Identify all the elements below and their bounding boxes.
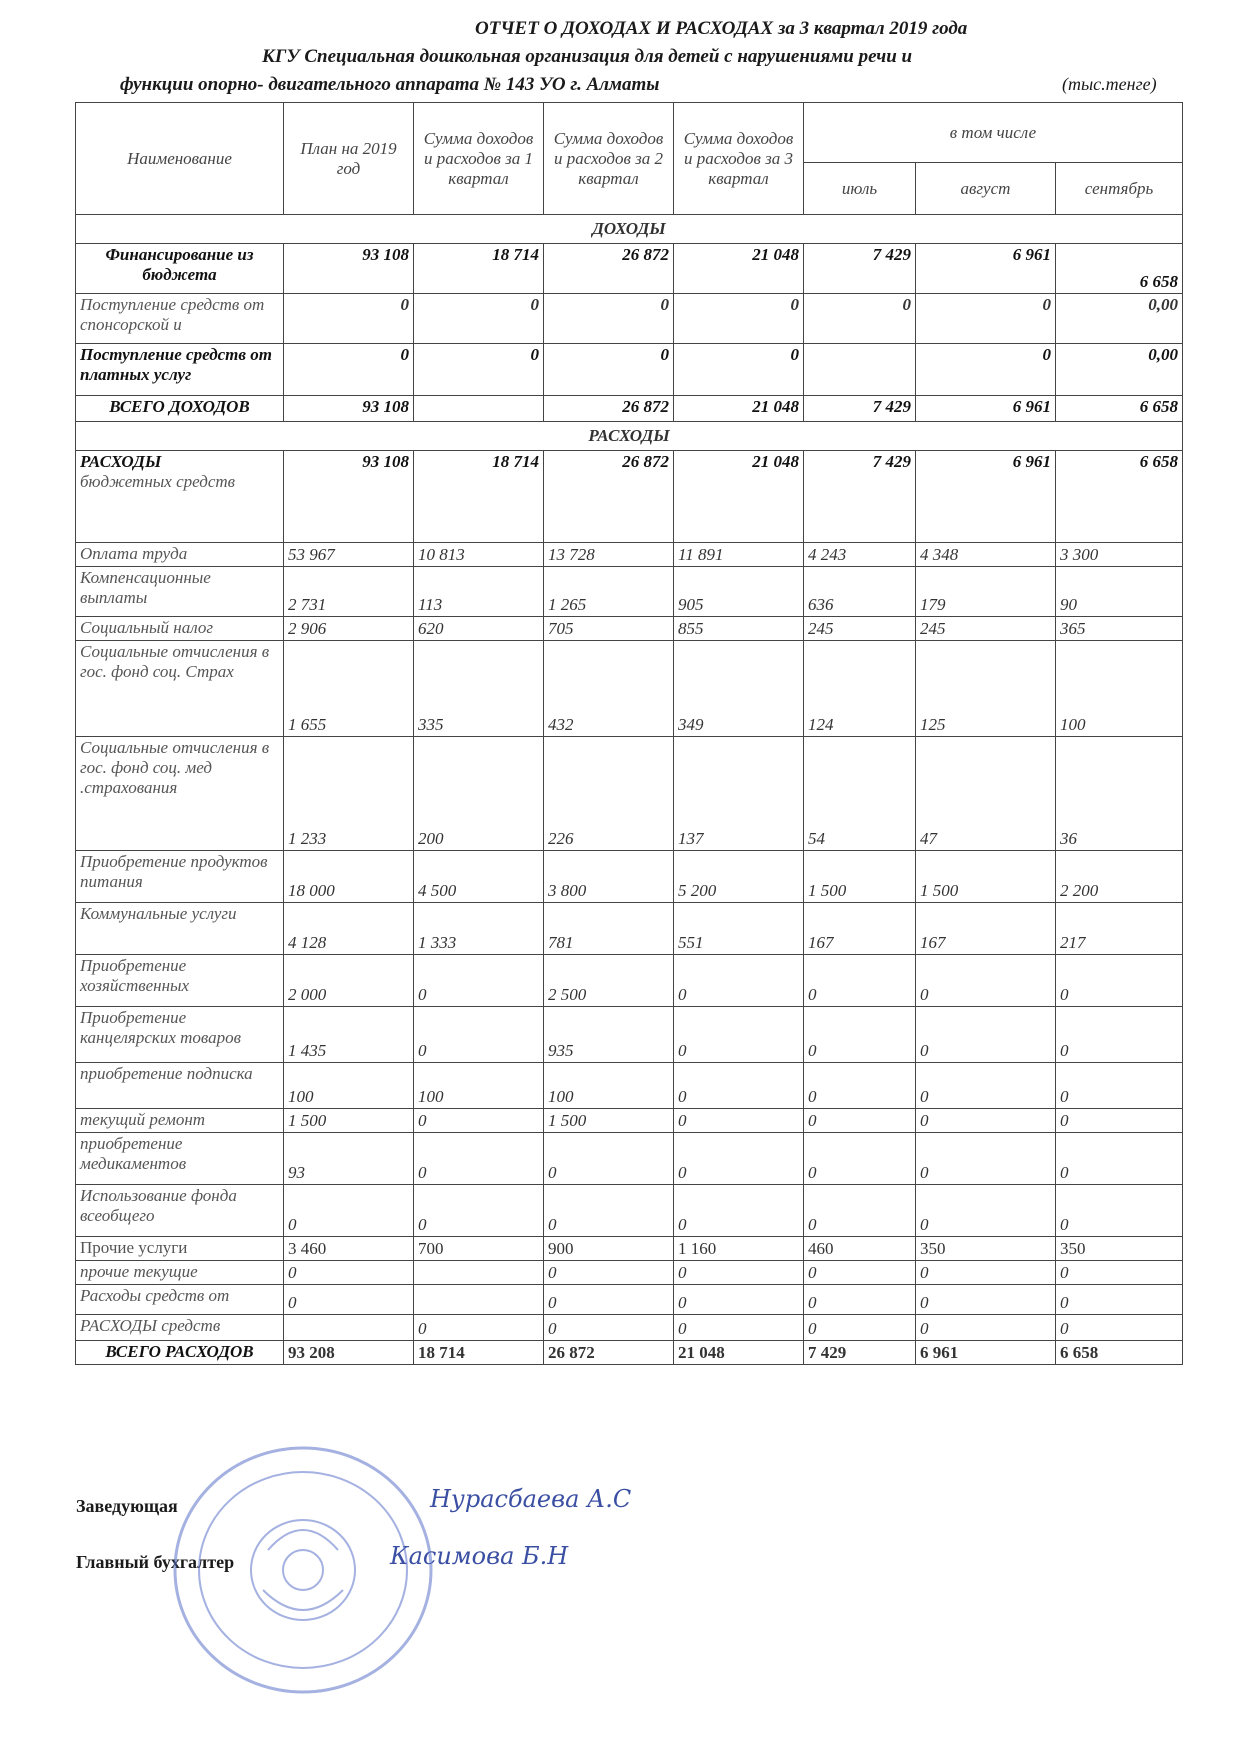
cell-value: 100 — [1056, 641, 1183, 737]
expense-total-label: ВСЕГО РАСХОДОВ — [76, 1341, 284, 1365]
cell-value: 93 — [284, 1133, 414, 1185]
report-title: ОТЧЕТ О ДОХОДАХ И РАСХОДАХ за 3 квартал 2019 года — [475, 18, 968, 39]
cell-value: 350 — [916, 1237, 1056, 1261]
cell-value: 0 — [414, 1185, 544, 1237]
row-label: Приобретение канцелярских товаров — [76, 1007, 284, 1063]
cell-value: 0 — [1056, 1007, 1183, 1063]
col-header-september: сентябрь — [1056, 163, 1183, 215]
cell-value: 137 — [674, 737, 804, 851]
cell-value: 0 — [804, 1109, 916, 1133]
row-label: Приобретение продуктов питания — [76, 851, 284, 903]
cell-value: 1 435 — [284, 1007, 414, 1063]
cell-value: 7 429 — [804, 244, 916, 294]
cell-value: 551 — [674, 903, 804, 955]
cell-value: 113 — [414, 567, 544, 617]
accountant-signature-label: Главный бухгалтер — [76, 1552, 235, 1572]
cell-value: 0 — [414, 1109, 544, 1133]
cell-value: 2 906 — [284, 617, 414, 641]
row-label — [76, 451, 284, 543]
cell-value: 0 — [284, 1285, 414, 1315]
row-label: приобретение подписка — [76, 1063, 284, 1109]
table-row — [76, 1109, 1183, 1133]
cell-value: 7 429 — [804, 451, 916, 543]
table-row — [76, 1007, 1183, 1063]
cell-value: 0 — [1056, 1285, 1183, 1315]
cell-value: 3 800 — [544, 851, 674, 903]
cell-value: 3 300 — [1056, 543, 1183, 567]
cell-value: 0 — [414, 294, 544, 344]
cell-value: 3 460 — [284, 1237, 414, 1261]
cell-value: 179 — [916, 567, 1056, 617]
cell-value: 0 — [1056, 1315, 1183, 1341]
table-row — [76, 1237, 1183, 1261]
cell-value: 0 — [916, 955, 1056, 1007]
table-row — [76, 1315, 1183, 1341]
cell-value: 0 — [804, 955, 916, 1007]
cell-value: 21 048 — [674, 451, 804, 543]
cell-value: 0 — [674, 1261, 804, 1285]
cell-value: 0 — [804, 1285, 916, 1315]
cell-value: 53 967 — [284, 543, 414, 567]
cell-value: 93 108 — [284, 451, 414, 543]
col-header-name: Наименование — [76, 103, 284, 215]
row-label: РАСХОДЫ средств — [76, 1315, 284, 1341]
cell-value: 0 — [804, 1315, 916, 1341]
cell-value: 636 — [804, 567, 916, 617]
col-header-august: август — [916, 163, 1056, 215]
cell-value: 93 108 — [284, 396, 414, 422]
col-header-q2: Сумма доходов и расходов за 2 квартал — [544, 103, 674, 215]
cell-value: 620 — [414, 617, 544, 641]
cell-value: 0 — [916, 1261, 1056, 1285]
cell-value: 125 — [916, 641, 1056, 737]
cell-value: 0 — [544, 344, 674, 396]
cell-value — [414, 396, 544, 422]
report-table — [75, 102, 1183, 1365]
cell-value: 0 — [916, 1285, 1056, 1315]
cell-value: 0,00 — [1056, 294, 1183, 344]
cell-value: 6 658 — [1056, 451, 1183, 543]
table-row — [76, 903, 1183, 955]
cell-value: 0 — [674, 1063, 804, 1109]
cell-value: 21 048 — [674, 1341, 804, 1365]
cell-value: 26 872 — [544, 244, 674, 294]
row-label: Компенсационные выплаты — [76, 567, 284, 617]
table-row — [76, 955, 1183, 1007]
cell-value: 6 961 — [916, 244, 1056, 294]
cell-value: 350 — [1056, 1237, 1183, 1261]
cell-value: 2 500 — [544, 955, 674, 1007]
cell-value: 0 — [674, 344, 804, 396]
cell-value: 0 — [674, 955, 804, 1007]
cell-value: 1 500 — [284, 1109, 414, 1133]
organization-name-line2: функции опорно- двигательного аппарата № 143 УО г. Алматы — [120, 74, 660, 95]
cell-value: 1 333 — [414, 903, 544, 955]
row-label: Поступление средств от платных услуг — [76, 344, 284, 396]
row-label: прочие текущие — [76, 1261, 284, 1285]
cell-value: 7 429 — [804, 1341, 916, 1365]
official-stamp — [168, 1440, 438, 1700]
cell-value: 26 872 — [544, 396, 674, 422]
cell-value: 0 — [674, 1133, 804, 1185]
col-header-including: в том числе — [804, 103, 1183, 163]
cell-value — [414, 1261, 544, 1285]
cell-value: 781 — [544, 903, 674, 955]
table-row — [76, 617, 1183, 641]
cell-value: 21 048 — [674, 244, 804, 294]
cell-value: 0 — [414, 344, 544, 396]
table-row — [76, 1133, 1183, 1185]
cell-value: 18 714 — [414, 244, 544, 294]
cell-value: 0 — [804, 1185, 916, 1237]
cell-value: 700 — [414, 1237, 544, 1261]
cell-value: 855 — [674, 617, 804, 641]
cell-value: 0 — [284, 294, 414, 344]
accountant-handwritten-name: Касимова Б.Н — [390, 1542, 569, 1570]
cell-value: 0 — [284, 1185, 414, 1237]
cell-value: 21 048 — [674, 396, 804, 422]
table-row — [76, 1185, 1183, 1237]
row-label: Коммунальные услуги — [76, 903, 284, 955]
cell-value: 93 108 — [284, 244, 414, 294]
cell-value — [804, 344, 916, 396]
cell-value — [414, 1285, 544, 1315]
cell-value: 100 — [544, 1063, 674, 1109]
table-row — [76, 1063, 1183, 1109]
col-header-q3: Сумма доходов и расходов за 3 квартал — [674, 103, 804, 215]
cell-value: 0 — [1056, 1261, 1183, 1285]
cell-value: 0 — [916, 1007, 1056, 1063]
table-row — [76, 737, 1183, 851]
table-row — [76, 641, 1183, 737]
row-label: Социальные отчисления в гос. фонд соц. Страх — [76, 641, 284, 737]
cell-value: 6 961 — [916, 451, 1056, 543]
cell-value: 6 658 — [1056, 396, 1183, 422]
cell-value: 1 233 — [284, 737, 414, 851]
cell-value: 0 — [1056, 1109, 1183, 1133]
cell-value: 349 — [674, 641, 804, 737]
cell-value: 0 — [916, 1133, 1056, 1185]
cell-value: 200 — [414, 737, 544, 851]
cell-value: 124 — [804, 641, 916, 737]
cell-value: 0 — [674, 1007, 804, 1063]
col-header-plan: План на 2019 год — [284, 103, 414, 215]
cell-value: 900 — [544, 1237, 674, 1261]
cell-value: 0 — [674, 1109, 804, 1133]
col-header-july: июль — [804, 163, 916, 215]
budget-expense-title: РАСХОДЫ — [80, 452, 162, 471]
budget-expense-subtitle: бюджетных средств — [80, 472, 236, 491]
section-income: ДОХОДЫ — [76, 215, 1183, 244]
cell-value: 0 — [674, 1315, 804, 1341]
cell-value: 0 — [674, 1185, 804, 1237]
row-label: Приобретение хозяйственных — [76, 955, 284, 1007]
cell-value: 905 — [674, 567, 804, 617]
cell-value: 1 500 — [916, 851, 1056, 903]
cell-value: 0 — [674, 1285, 804, 1315]
cell-value: 0 — [544, 1185, 674, 1237]
cell-value: 0 — [804, 1261, 916, 1285]
head-handwritten-name: Нурасбаева А.С — [430, 1485, 632, 1513]
cell-value: 100 — [414, 1063, 544, 1109]
cell-value: 11 891 — [674, 543, 804, 567]
row-label: Поступление средств от спонсорской и — [76, 294, 284, 344]
cell-value: 54 — [804, 737, 916, 851]
cell-value: 2 200 — [1056, 851, 1183, 903]
cell-value: 0 — [1056, 1133, 1183, 1185]
table-row — [76, 543, 1183, 567]
cell-value: 0 — [804, 294, 916, 344]
cell-value: 0 — [1056, 1063, 1183, 1109]
cell-value: 0 — [674, 294, 804, 344]
cell-value: 0 — [1056, 955, 1183, 1007]
cell-value: 0 — [916, 344, 1056, 396]
section-expenses: РАСХОДЫ — [76, 422, 1183, 451]
cell-value: 0 — [414, 955, 544, 1007]
cell-value: 0 — [544, 1285, 674, 1315]
cell-value: 167 — [804, 903, 916, 955]
cell-value: 6 961 — [916, 396, 1056, 422]
cell-value: 0 — [916, 1185, 1056, 1237]
cell-value: 0 — [544, 1315, 674, 1341]
row-label: Использование фонда всеобщего — [76, 1185, 284, 1237]
cell-value: 335 — [414, 641, 544, 737]
cell-value: 0 — [414, 1007, 544, 1063]
cell-value: 4 243 — [804, 543, 916, 567]
row-label: Финансирование из бюджета — [76, 244, 284, 294]
row-label: приобретение медикаментов — [76, 1133, 284, 1185]
cell-value: 7 429 — [804, 396, 916, 422]
cell-value: 36 — [1056, 737, 1183, 851]
cell-value: 47 — [916, 737, 1056, 851]
row-label: Социальный налог — [76, 617, 284, 641]
cell-value: 365 — [1056, 617, 1183, 641]
cell-value: 4 128 — [284, 903, 414, 955]
cell-value: 1 500 — [804, 851, 916, 903]
cell-value: 93 208 — [284, 1341, 414, 1365]
cell-value: 6 658 — [1056, 1341, 1183, 1365]
row-label: Социальные отчисления в гос. фонд соц. мед .страхования — [76, 737, 284, 851]
cell-value: 167 — [916, 903, 1056, 955]
cell-value — [284, 1315, 414, 1341]
cell-value: 0 — [1056, 1185, 1183, 1237]
cell-value: 1 160 — [674, 1237, 804, 1261]
cell-value: 0 — [916, 1315, 1056, 1341]
cell-value: 6 658 — [1056, 244, 1183, 294]
organization-name-line1: КГУ Специальная дошкольная организация для детей с нарушениями речи и — [262, 46, 913, 67]
cell-value: 1 655 — [284, 641, 414, 737]
table-row — [76, 1285, 1183, 1315]
cell-value: 245 — [804, 617, 916, 641]
cell-value: 0 — [804, 1063, 916, 1109]
cell-value: 460 — [804, 1237, 916, 1261]
cell-value: 1 500 — [544, 1109, 674, 1133]
cell-value: 0 — [284, 1261, 414, 1285]
cell-value: 0 — [284, 344, 414, 396]
cell-value: 0 — [544, 1133, 674, 1185]
cell-value: 100 — [284, 1063, 414, 1109]
units-label: (тыс.тенге) — [1062, 74, 1157, 94]
head-signature-label: Заведующая — [76, 1496, 178, 1516]
cell-value: 0 — [414, 1133, 544, 1185]
cell-value: 432 — [544, 641, 674, 737]
cell-value: 0 — [544, 294, 674, 344]
cell-value: 0,00 — [1056, 344, 1183, 396]
table-row — [76, 851, 1183, 903]
income-total-label: ВСЕГО ДОХОДОВ — [76, 396, 284, 422]
cell-value: 2 000 — [284, 955, 414, 1007]
col-header-q1: Сумма доходов и расходов за 1 квартал — [414, 103, 544, 215]
cell-value: 0 — [544, 1261, 674, 1285]
cell-value: 245 — [916, 617, 1056, 641]
cell-value: 4 348 — [916, 543, 1056, 567]
cell-value: 705 — [544, 617, 674, 641]
cell-value: 13 728 — [544, 543, 674, 567]
cell-value: 5 200 — [674, 851, 804, 903]
row-label: Прочие услуги — [76, 1237, 284, 1261]
cell-value: 226 — [544, 737, 674, 851]
cell-value: 18 714 — [414, 451, 544, 543]
cell-value: 0 — [804, 1007, 916, 1063]
cell-value: 4 500 — [414, 851, 544, 903]
table-row — [76, 567, 1183, 617]
cell-value: 217 — [1056, 903, 1183, 955]
cell-value: 26 872 — [544, 1341, 674, 1365]
cell-value: 2 731 — [284, 567, 414, 617]
cell-value: 1 265 — [544, 567, 674, 617]
cell-value: 935 — [544, 1007, 674, 1063]
cell-value: 0 — [916, 294, 1056, 344]
cell-value: 26 872 — [544, 451, 674, 543]
row-label: Расходы средств от — [76, 1285, 284, 1315]
row-label: Оплата труда — [76, 543, 284, 567]
cell-value: 18 000 — [284, 851, 414, 903]
cell-value: 90 — [1056, 567, 1183, 617]
cell-value: 0 — [804, 1133, 916, 1185]
cell-value: 18 714 — [414, 1341, 544, 1365]
cell-value: 0 — [916, 1063, 1056, 1109]
cell-value: 10 813 — [414, 543, 544, 567]
cell-value: 0 — [414, 1315, 544, 1341]
cell-value: 6 961 — [916, 1341, 1056, 1365]
row-label: текущий ремонт — [76, 1109, 284, 1133]
cell-value: 0 — [916, 1109, 1056, 1133]
table-row — [76, 1261, 1183, 1285]
